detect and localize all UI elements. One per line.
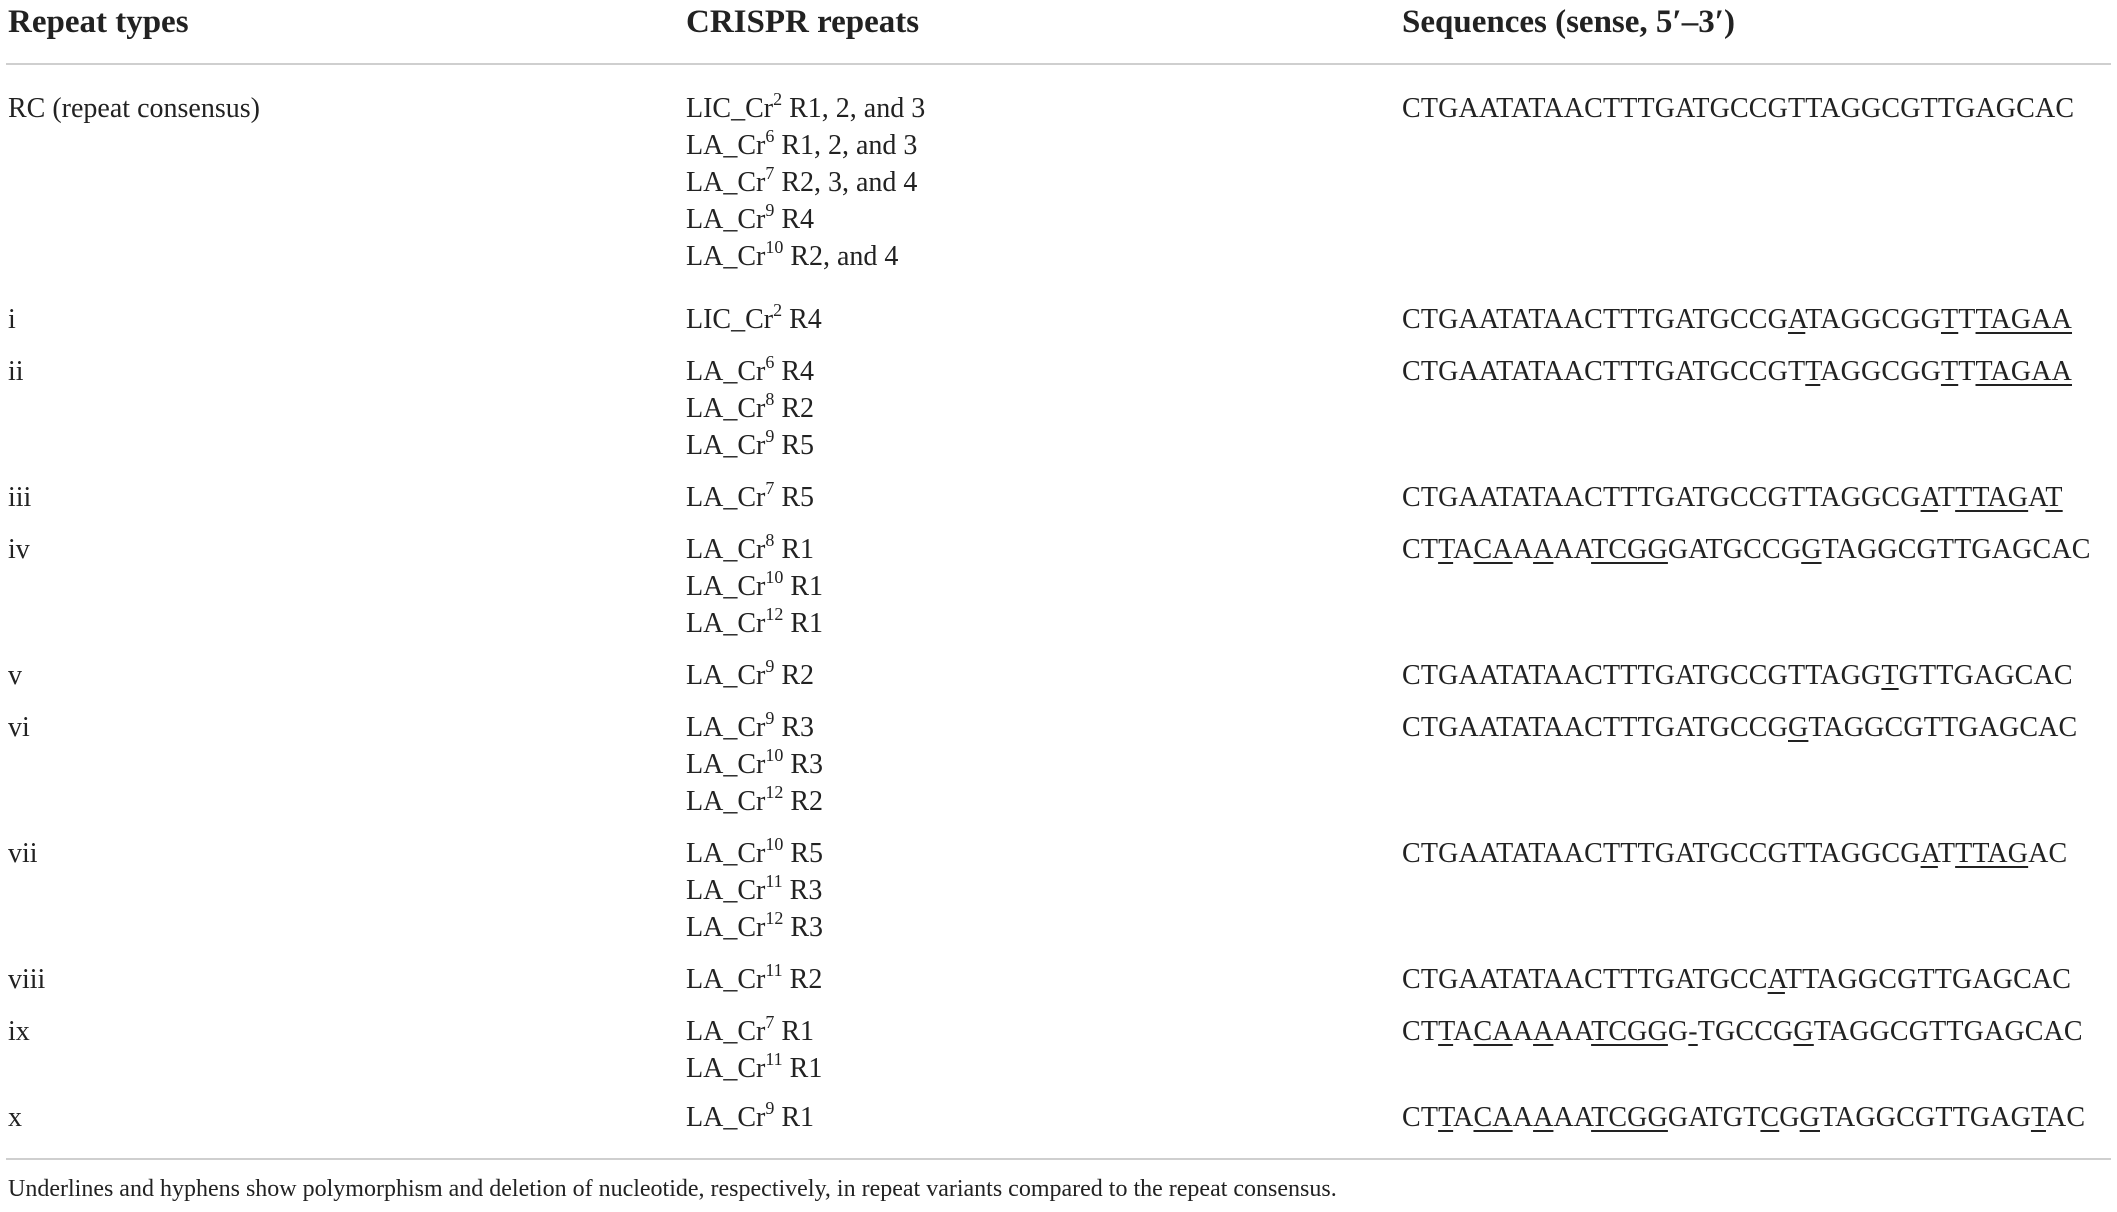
repeat-type-cell: vi bbox=[8, 712, 30, 743]
crispr-repeats-cell bbox=[686, 301, 822, 338]
polymorphic-nucleotides: A bbox=[1533, 1102, 1554, 1133]
crispr-repeat-entry bbox=[686, 1013, 822, 1050]
repeat-numbers: R2, 3, and 4 bbox=[774, 167, 918, 198]
repeat-numbers: R4 bbox=[782, 304, 822, 335]
crispr-repeat-entry bbox=[686, 238, 925, 275]
sequence-segment: CTGAATATAACTTTGATGCCG bbox=[1402, 712, 1788, 743]
locus-superscript: 11 bbox=[765, 1049, 783, 1069]
locus-superscript: 9 bbox=[765, 200, 775, 220]
sequence-segment: A bbox=[1512, 534, 1534, 565]
sequence-segment: TAGGCGTTGAGCAC bbox=[1821, 534, 2091, 565]
polymorphic-nucleotides: G bbox=[1793, 1016, 1814, 1047]
locus-superscript: 6 bbox=[765, 352, 775, 372]
sequence-segment: TAGGCGG bbox=[1805, 304, 1941, 335]
locus-prefix: LA_Cr bbox=[686, 749, 766, 780]
crispr-repeats-cell bbox=[686, 479, 814, 516]
sequence-segment: CTGAATATAACTTTGATGCCGTTAGGCG bbox=[1402, 838, 1921, 869]
repeat-numbers: R4 bbox=[774, 356, 815, 387]
locus-prefix: LA_Cr bbox=[686, 875, 766, 906]
repeat-numbers: R2 bbox=[782, 964, 823, 995]
locus-superscript: 11 bbox=[765, 960, 783, 980]
crispr-repeat-entry bbox=[686, 301, 822, 338]
crispr-repeat-entry bbox=[686, 479, 814, 516]
repeat-type-cell: viii bbox=[8, 964, 46, 995]
repeat-numbers: R2, and 4 bbox=[783, 241, 899, 272]
sequence-segment: AA bbox=[1553, 1016, 1592, 1047]
sequence-segment: AA bbox=[1553, 1102, 1592, 1133]
crispr-repeats-cell bbox=[686, 90, 925, 275]
polymorphic-nucleotides: T bbox=[1438, 1102, 1454, 1133]
table-header bbox=[0, 0, 2117, 64]
sequence-segment: G bbox=[1667, 1016, 1689, 1047]
locus-prefix: LA_Cr bbox=[686, 204, 766, 235]
crispr-repeat-entry bbox=[686, 872, 823, 909]
polymorphic-nucleotides: A bbox=[1920, 482, 1938, 513]
repeat-type-cell: v bbox=[8, 660, 22, 691]
sequence-segment: CTGAATATAACTTTGATGCCGTTAGGCGTTGAGCAC bbox=[1402, 93, 2075, 124]
locus-prefix: LA_Cr bbox=[686, 608, 766, 639]
locus-prefix: LA_Cr bbox=[686, 241, 766, 272]
sequence-segment: TTAGGCGTTGAGCAC bbox=[1784, 964, 2072, 995]
polymorphic-nucleotides: TTAG bbox=[1955, 838, 2029, 869]
sequence-segment: CT bbox=[1402, 534, 1439, 565]
crispr-repeats-cell bbox=[686, 657, 814, 694]
sequence-segment: G bbox=[1779, 1102, 1800, 1133]
locus-superscript: 10 bbox=[765, 237, 784, 257]
header-rule bbox=[6, 63, 2111, 65]
sequence-cell bbox=[1402, 835, 2067, 872]
locus-superscript: 9 bbox=[765, 656, 775, 676]
crispr-repeat-entry bbox=[686, 961, 822, 998]
polymorphic-nucleotides: TTAG bbox=[1955, 482, 2029, 513]
crispr-repeat-entry bbox=[686, 605, 823, 642]
locus-superscript: 9 bbox=[765, 426, 775, 446]
locus-superscript: 9 bbox=[765, 1098, 775, 1118]
locus-prefix: LIC_Cr bbox=[686, 304, 774, 335]
repeat-numbers: R1 bbox=[782, 1053, 823, 1084]
sequence-cell bbox=[1402, 657, 2073, 694]
polymorphic-nucleotides: T bbox=[2030, 1102, 2046, 1133]
crispr-repeat-entry bbox=[686, 568, 823, 605]
crispr-repeat-entry bbox=[686, 201, 925, 238]
sequence-segment: A bbox=[1453, 1102, 1474, 1133]
locus-superscript: 7 bbox=[765, 163, 775, 183]
crispr-repeats-cell bbox=[686, 835, 823, 946]
polymorphic-nucleotides: TCGG bbox=[1591, 534, 1668, 565]
sequence-segment: TAGGCGTTGAGCAC bbox=[1813, 1016, 2083, 1047]
repeat-numbers: R1 bbox=[774, 1102, 815, 1133]
repeat-type-cell: iv bbox=[8, 534, 30, 565]
crispr-repeat-entry bbox=[686, 353, 814, 390]
crispr-repeats-cell bbox=[686, 961, 822, 998]
polymorphic-nucleotides: TCGG bbox=[1591, 1016, 1668, 1047]
crispr-repeats-cell bbox=[686, 1013, 822, 1087]
polymorphic-nucleotides: T bbox=[1805, 356, 1821, 387]
polymorphic-nucleotides: TAGAA bbox=[1975, 356, 2072, 387]
header-repeat-types: Repeat types bbox=[8, 4, 189, 40]
polymorphic-nucleotides: T bbox=[1438, 534, 1454, 565]
polymorphic-nucleotides: A bbox=[1788, 304, 1806, 335]
crispr-repeat-entry bbox=[686, 709, 823, 746]
locus-prefix: LA_Cr bbox=[686, 786, 766, 817]
repeat-type-cell: ii bbox=[8, 356, 24, 387]
repeat-numbers: R1, 2, and 3 bbox=[782, 93, 926, 124]
sequence-segment: CTGAATATAACTTTGATGCCGT bbox=[1402, 356, 1806, 387]
repeat-numbers: R2 bbox=[774, 393, 815, 424]
repeat-numbers: R3 bbox=[783, 749, 824, 780]
crispr-repeat-entry bbox=[686, 90, 925, 127]
sequence-cell bbox=[1402, 961, 2071, 998]
locus-prefix: LA_Cr bbox=[686, 712, 766, 743]
locus-prefix: LA_Cr bbox=[686, 430, 766, 461]
repeat-numbers: R3 bbox=[774, 712, 815, 743]
polymorphic-nucleotides: T bbox=[1940, 356, 1959, 387]
locus-prefix: LA_Cr bbox=[686, 912, 766, 943]
sequence-cell bbox=[1402, 90, 2074, 127]
sequence-segment: TAGGCGTTGAG bbox=[1820, 1102, 2031, 1133]
polymorphic-nucleotides: G bbox=[1799, 1102, 1820, 1133]
sequence-segment: CTGAATATAACTTTGATGCC bbox=[1402, 964, 1768, 995]
sequence-segment: T bbox=[1958, 304, 1976, 335]
sequence-segment: CTGAATATAACTTTGATGCCGTTAGGCG bbox=[1402, 482, 1921, 513]
table-bottom-rule bbox=[6, 1158, 2111, 1160]
crispr-repeat-entry bbox=[686, 531, 823, 568]
repeat-numbers: R1 bbox=[783, 571, 824, 602]
locus-superscript: 12 bbox=[765, 908, 784, 928]
repeat-type-cell: RC (repeat consensus) bbox=[8, 93, 260, 124]
table-footnote: Underlines and hyphens show polymorphism and deletion of nucleotide, respectively, in repeat variants compared to the repeat consensus. bbox=[8, 1176, 1337, 1202]
locus-prefix: LA_Cr bbox=[686, 571, 766, 602]
repeat-type-cell: x bbox=[8, 1102, 22, 1133]
crispr-repeat-entry bbox=[686, 1050, 822, 1087]
sequence-segment: AGGCGG bbox=[1820, 356, 1941, 387]
sequence-segment: GATGT bbox=[1667, 1102, 1761, 1133]
sequence-segment: A bbox=[1453, 534, 1474, 565]
sequence-segment: A bbox=[1512, 1016, 1534, 1047]
locus-superscript: 12 bbox=[765, 604, 784, 624]
repeat-numbers: R1 bbox=[774, 534, 815, 565]
locus-prefix: LA_Cr bbox=[686, 356, 766, 387]
locus-superscript: 8 bbox=[765, 389, 775, 409]
locus-superscript: 2 bbox=[773, 300, 783, 320]
polymorphic-nucleotides: T bbox=[1438, 1016, 1454, 1047]
locus-prefix: LA_Cr bbox=[686, 660, 766, 691]
sequence-segment: CT bbox=[1402, 1016, 1439, 1047]
locus-prefix: LIC_Cr bbox=[686, 93, 774, 124]
crispr-repeats-cell bbox=[686, 709, 823, 820]
sequence-cell bbox=[1402, 1013, 2083, 1050]
polymorphic-nucleotides: CA bbox=[1473, 1016, 1513, 1047]
polymorphic-nucleotides: CA bbox=[1473, 1102, 1513, 1133]
crispr-repeat-entry bbox=[686, 390, 814, 427]
locus-prefix: LA_Cr bbox=[686, 482, 766, 513]
polymorphic-nucleotides: G bbox=[1801, 534, 1822, 565]
locus-prefix: LA_Cr bbox=[686, 393, 766, 424]
sequence-segment: AC bbox=[2028, 838, 2068, 869]
locus-superscript: 9 bbox=[765, 708, 775, 728]
locus-prefix: LA_Cr bbox=[686, 964, 766, 995]
crispr-repeat-entry bbox=[686, 427, 814, 464]
repeat-numbers: R5 bbox=[774, 430, 815, 461]
sequence-segment: TAGGCGTTGAGCAC bbox=[1808, 712, 2078, 743]
repeat-type-cell: iii bbox=[8, 482, 32, 513]
header-crispr-repeats: CRISPR repeats bbox=[686, 4, 920, 40]
sequence-segment: AA bbox=[1553, 534, 1592, 565]
polymorphic-nucleotides: TAGAA bbox=[1975, 304, 2073, 335]
crispr-repeat-entry bbox=[686, 164, 925, 201]
sequence-segment: A bbox=[1512, 1102, 1534, 1133]
repeat-numbers: R1 bbox=[774, 1016, 815, 1047]
polymorphic-nucleotides: - bbox=[1688, 1016, 1698, 1047]
sequence-cell bbox=[1402, 301, 2072, 338]
header-sequences: Sequences (sense, 5′–3′) bbox=[1402, 4, 1735, 40]
sequence-segment: A bbox=[2028, 482, 2046, 513]
locus-prefix: LA_Cr bbox=[686, 167, 766, 198]
crispr-repeat-entry bbox=[686, 909, 823, 946]
sequence-segment: GTTGAGCAC bbox=[1898, 660, 2073, 691]
polymorphic-nucleotides: TCGG bbox=[1591, 1102, 1668, 1133]
crispr-repeats-cell bbox=[686, 531, 823, 642]
locus-prefix: LA_Cr bbox=[686, 130, 766, 161]
crispr-repeat-entry bbox=[686, 1099, 814, 1136]
polymorphic-nucleotides: CA bbox=[1473, 534, 1513, 565]
sequence-cell bbox=[1402, 709, 2077, 746]
polymorphic-nucleotides: T bbox=[2045, 482, 2063, 513]
repeat-type-cell: ix bbox=[8, 1016, 30, 1047]
crispr-repeat-entry bbox=[686, 746, 823, 783]
sequence-cell bbox=[1402, 479, 2063, 516]
repeat-numbers: R4 bbox=[774, 204, 815, 235]
repeat-numbers: R3 bbox=[783, 912, 824, 943]
sequence-segment: CTGAATATAACTTTGATGCCGTTAGG bbox=[1402, 660, 1882, 691]
locus-superscript: 7 bbox=[765, 1012, 775, 1032]
locus-superscript: 10 bbox=[765, 567, 784, 587]
repeat-numbers: R3 bbox=[782, 875, 823, 906]
locus-prefix: LA_Cr bbox=[686, 534, 766, 565]
crispr-repeats-cell bbox=[686, 1099, 814, 1136]
repeat-type-cell: vii bbox=[8, 838, 38, 869]
sequence-cell bbox=[1402, 353, 2072, 390]
sequence-segment: A bbox=[1453, 1016, 1474, 1047]
sequence-cell bbox=[1402, 1099, 2085, 1136]
sequence-segment: CT bbox=[1402, 1102, 1439, 1133]
crispr-repeat-entry bbox=[686, 783, 823, 820]
polymorphic-nucleotides: A bbox=[1767, 964, 1785, 995]
crispr-repeat-entry bbox=[686, 835, 823, 872]
repeat-numbers: R5 bbox=[774, 482, 815, 513]
locus-prefix: LA_Cr bbox=[686, 838, 766, 869]
sequence-segment: CTGAATATAACTTTGATGCCG bbox=[1402, 304, 1788, 335]
polymorphic-nucleotides: A bbox=[1533, 534, 1554, 565]
locus-superscript: 10 bbox=[765, 834, 784, 854]
polymorphic-nucleotides: T bbox=[1940, 304, 1959, 335]
repeat-numbers: R2 bbox=[774, 660, 815, 691]
crispr-repeat-entry bbox=[686, 127, 925, 164]
locus-superscript: 8 bbox=[765, 530, 775, 550]
repeat-type-cell: i bbox=[8, 304, 16, 335]
repeat-numbers: R1 bbox=[783, 608, 824, 639]
locus-superscript: 6 bbox=[765, 126, 775, 146]
repeat-numbers: R1, 2, and 3 bbox=[774, 130, 918, 161]
locus-superscript: 7 bbox=[765, 478, 775, 498]
sequence-segment: TGCCG bbox=[1697, 1016, 1794, 1047]
polymorphic-nucleotides: T bbox=[1881, 660, 1899, 691]
polymorphic-nucleotides: A bbox=[1533, 1016, 1554, 1047]
sequence-segment: GATGCCG bbox=[1667, 534, 1802, 565]
locus-prefix: LA_Cr bbox=[686, 1053, 766, 1084]
locus-superscript: 2 bbox=[773, 89, 783, 109]
crispr-repeats-cell bbox=[686, 353, 814, 464]
repeat-numbers: R5 bbox=[783, 838, 824, 869]
locus-prefix: LA_Cr bbox=[686, 1102, 766, 1133]
locus-superscript: 12 bbox=[765, 782, 784, 802]
sequence-cell bbox=[1402, 531, 2091, 568]
sequence-segment: AC bbox=[2045, 1102, 2086, 1133]
sequence-segment: T bbox=[1958, 356, 1976, 387]
locus-prefix: LA_Cr bbox=[686, 1016, 766, 1047]
locus-superscript: 10 bbox=[765, 745, 784, 765]
locus-superscript: 11 bbox=[765, 871, 783, 891]
crispr-repeat-entry bbox=[686, 657, 814, 694]
polymorphic-nucleotides: C bbox=[1760, 1102, 1780, 1133]
repeat-numbers: R2 bbox=[783, 786, 824, 817]
sequence-segment: T bbox=[1937, 482, 1956, 513]
sequence-segment: T bbox=[1937, 838, 1956, 869]
polymorphic-nucleotides: G bbox=[1788, 712, 1809, 743]
polymorphic-nucleotides: A bbox=[1920, 838, 1938, 869]
